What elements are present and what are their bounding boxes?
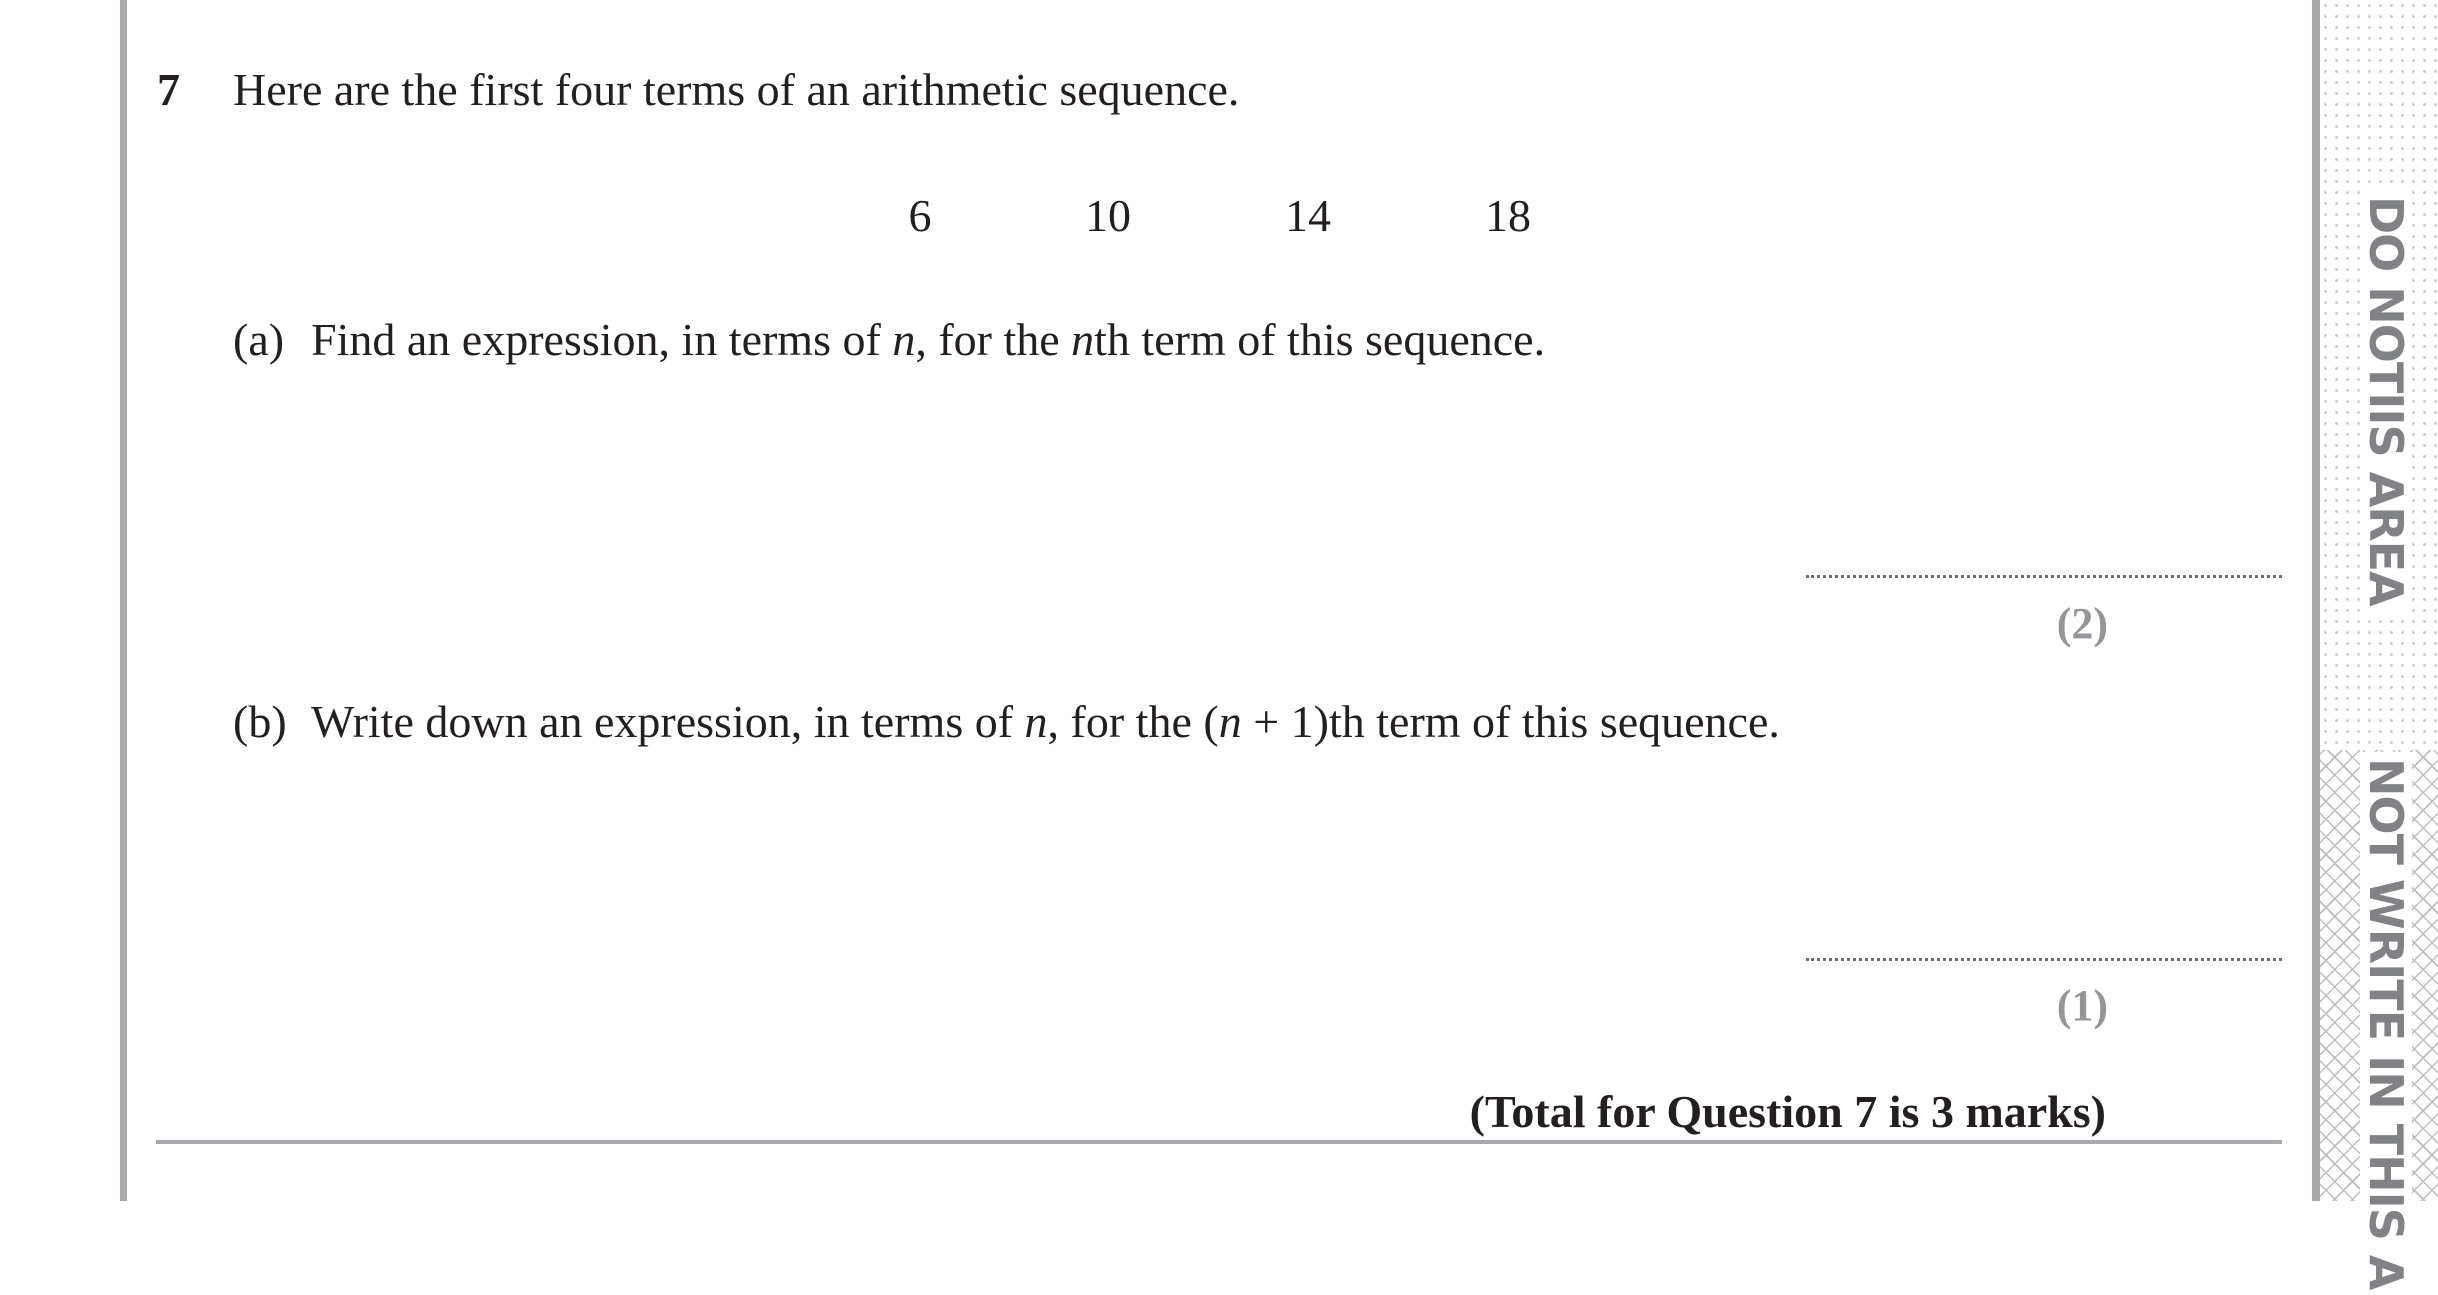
sequence-term-1: 6 [908, 190, 932, 241]
part-b-text-3: + 1)th term of this sequence. [1241, 696, 1780, 747]
part-a-text-1: Find an expression, in terms of [311, 314, 893, 365]
part-b-text-1: Write down an expression, in terms of [311, 696, 1025, 747]
part-b-text-2: , for the ( [1047, 696, 1219, 747]
part-a-label: (a) [233, 314, 285, 365]
part-b-question [311, 694, 1780, 750]
part-a-marks: (2) [2056, 599, 2108, 648]
part-a-text-2: , for the [915, 314, 1072, 365]
part-a-text-3: th term of this sequence. [1094, 314, 1546, 365]
left-margin-rule [120, 0, 127, 1201]
sequence-term-2: 10 [1085, 190, 1131, 241]
question-total-marks: (Total for Question 7 is 3 marks) [1469, 1086, 2106, 1137]
part-b-variable-n-2: n [1218, 696, 1242, 747]
question-intro: Here are the first four terms of an arithmetic sequence. [233, 64, 1240, 115]
question-number: 7 [157, 64, 180, 115]
part-b-variable-n: n [1024, 696, 1048, 747]
question-end-rule [156, 1140, 2282, 1144]
part-b-answer-line[interactable] [1806, 958, 2282, 961]
part-b-label: (b) [233, 696, 287, 747]
sequence-term-3: 14 [1285, 190, 1331, 241]
part-a-variable-n: n [892, 314, 916, 365]
margin-warning-lower: NOT WRITE IN THIS A [2360, 752, 2412, 1295]
part-a-variable-n-2: n [1071, 314, 1095, 365]
part-a-question [311, 312, 1545, 368]
margin-warning-upper: DO NOTIIS AREA [2360, 190, 2412, 612]
part-b-marks: (1) [2056, 981, 2108, 1030]
part-a-answer-line[interactable] [1806, 575, 2282, 578]
right-margin-rule [2312, 0, 2320, 1201]
sequence-term-4: 18 [1485, 190, 1531, 241]
